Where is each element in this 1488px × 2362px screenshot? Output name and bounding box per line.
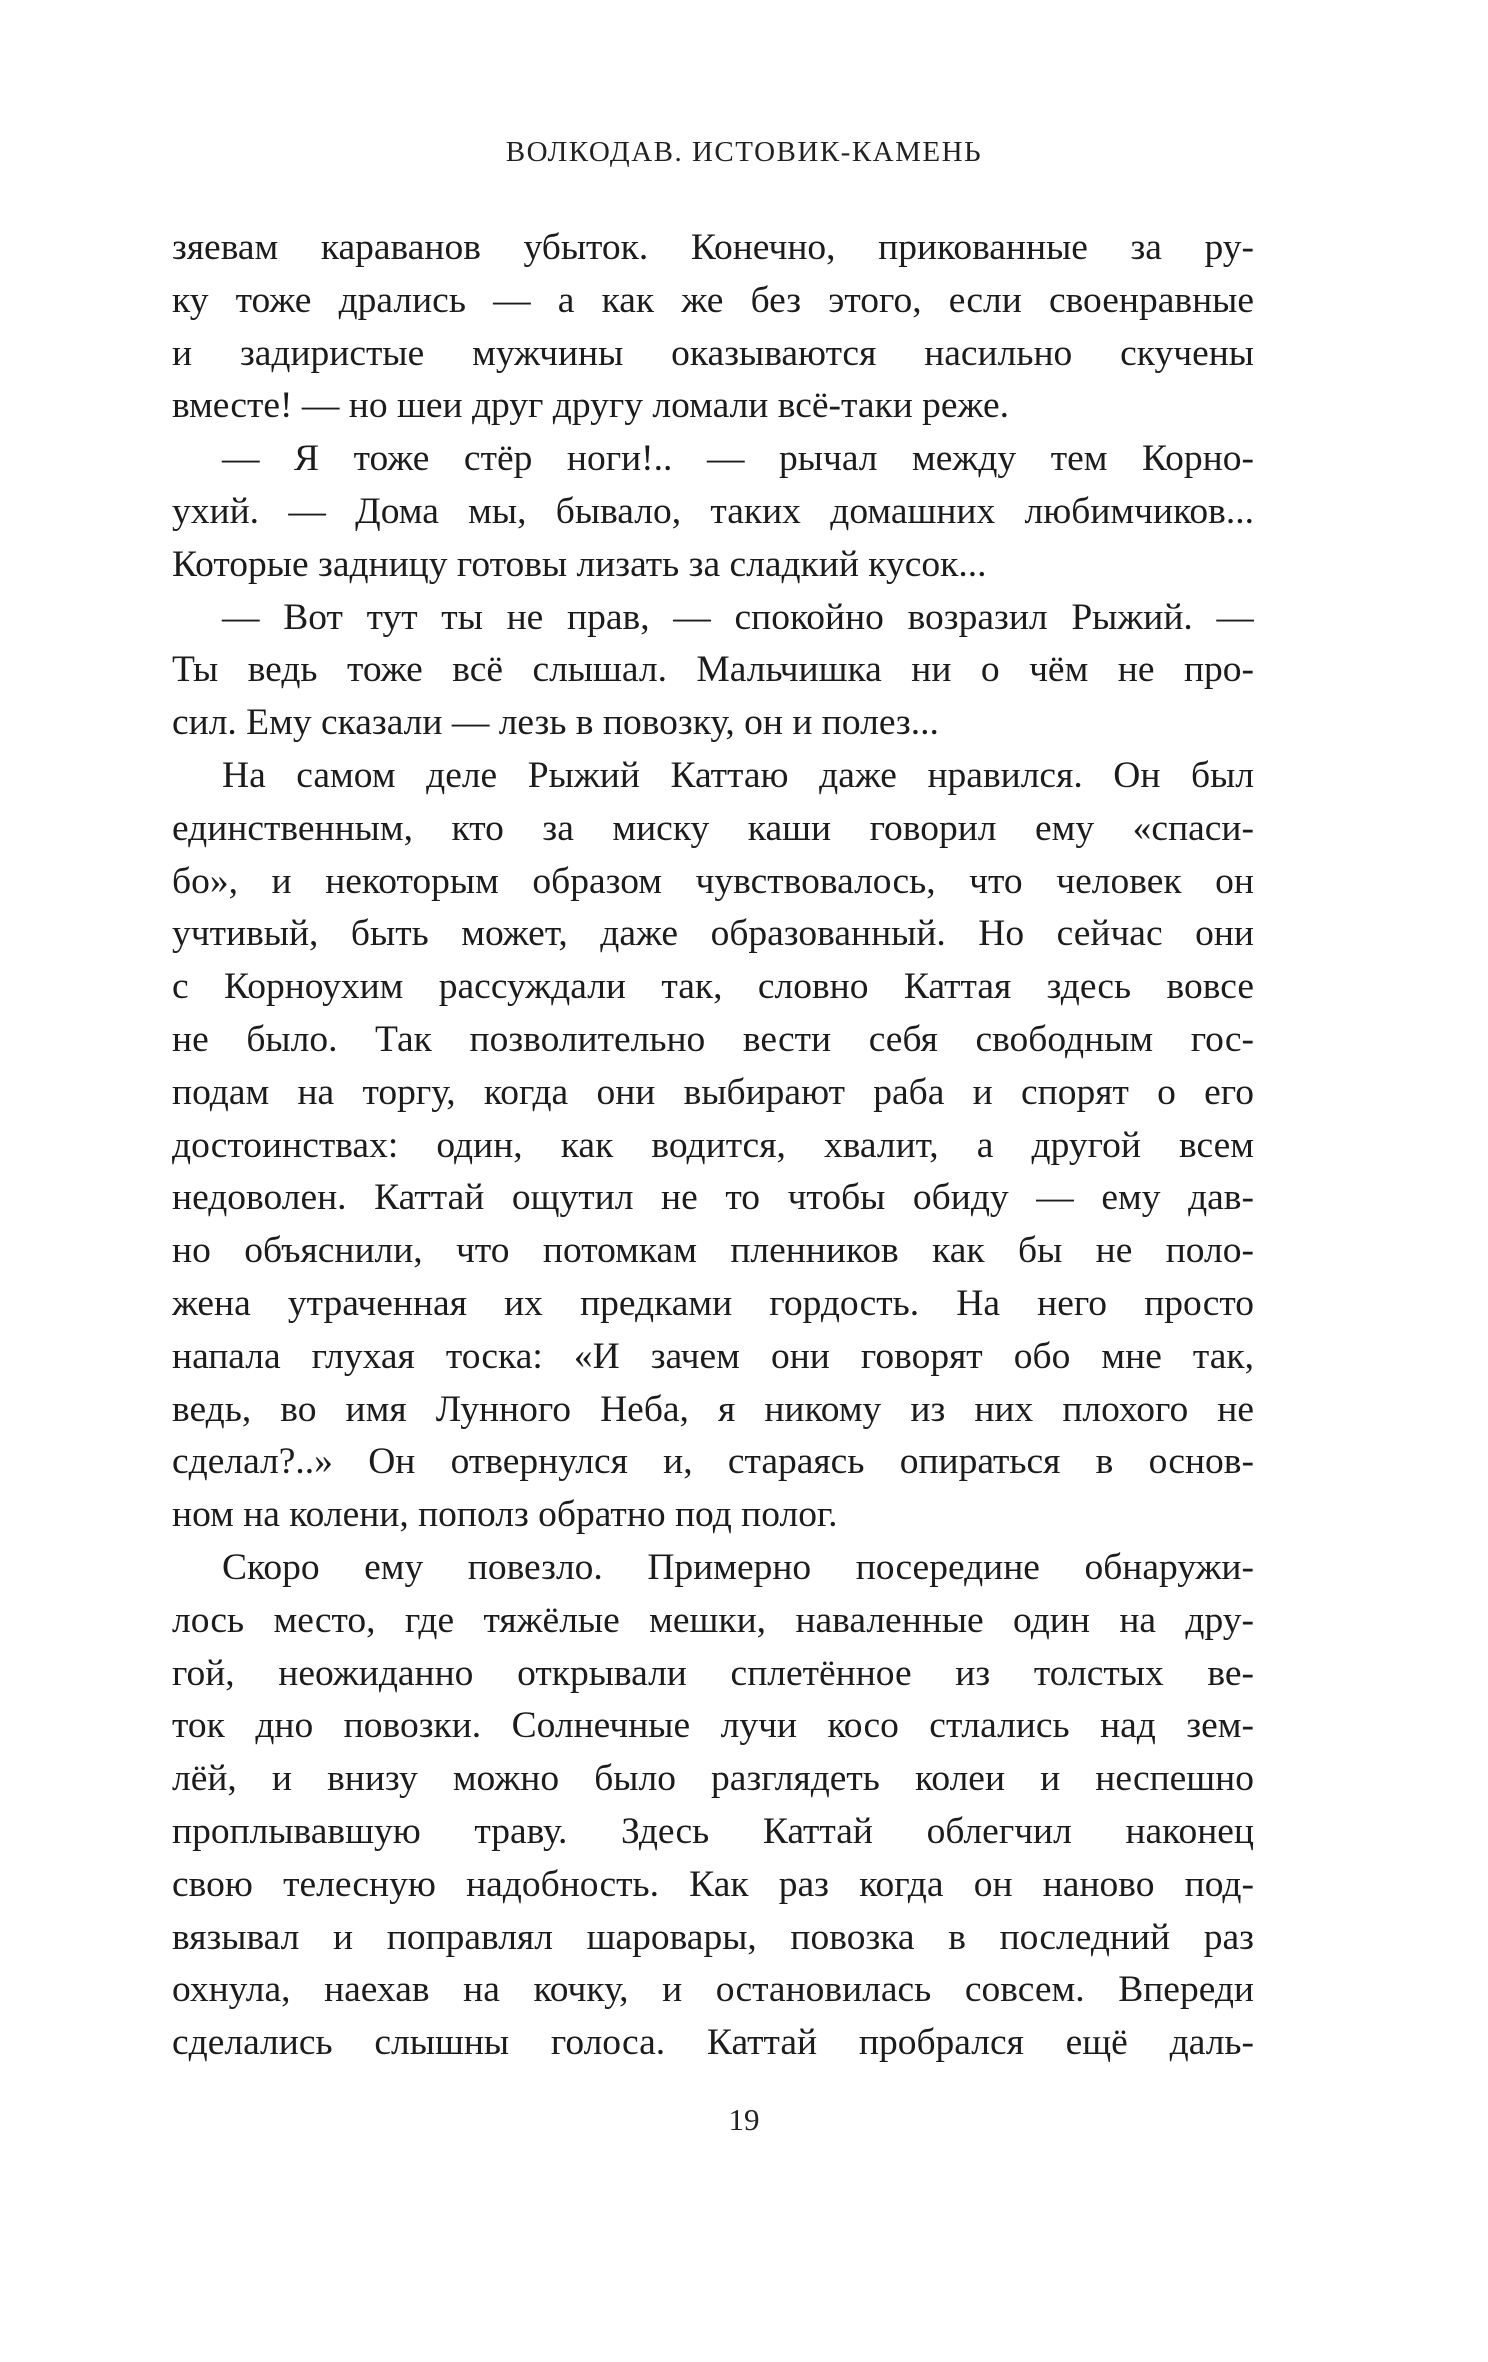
text-line: единственным, кто за миску каши говорил ему «спаси-	[172, 807, 1254, 849]
text-line: Скоро ему повезло. Примерно посередине обнаружи-	[222, 1546, 1254, 1588]
text-line: ухий. — Дома мы, бывало, таких домашних любимчиков...	[172, 490, 1254, 532]
text-line: учтивый, быть может, даже образованный. Но сейчас они	[172, 913, 1254, 955]
text-line: вместе! — но шеи друг другу ломали всё-таки реже.	[172, 385, 1009, 427]
text-line: жена утраченная их предками гордость. На него просто	[172, 1282, 1254, 1324]
text-line: не было. Так позволительно вести себя свободным гос-	[172, 1018, 1254, 1060]
text-line: бо», и некоторым образом чувствовалось, что человек он	[172, 860, 1254, 902]
text-line: сделал?..» Он отвернулся и, стараясь опираться в основ-	[172, 1441, 1254, 1483]
running-title: ВОЛКОДАВ. ИСТОВИК-КАМЕНЬ	[505, 136, 983, 168]
text-line: напала глухая тоска: «И зачем они говорят обо мне так,	[172, 1335, 1254, 1377]
body-text	[172, 222, 1254, 2070]
text-line: но объяснили, что потомкам пленников как бы не поло-	[172, 1230, 1254, 1272]
text-line: — Вот тут ты не прав, — спокойно возразил Рыжий. —	[222, 596, 1254, 638]
text-line: — Я тоже стёр ноги!.. — рычал между тем Корно-	[222, 438, 1254, 480]
text-line: ведь, во имя Лунного Неба, я никому из них плохого не	[172, 1388, 1254, 1430]
text-line: сил. Ему сказали — лезь в повозку, он и полез...	[172, 702, 939, 744]
text-line: ток дно повозки. Солнечные лучи косо стлались над зем-	[172, 1705, 1254, 1747]
text-line: с Корноухим рассуждали так, словно Каттая здесь вовсе	[172, 966, 1254, 1008]
text-line: зяевам караванов убыток. Конечно, прикованные за ру-	[172, 227, 1254, 268]
text-line: лёй, и внизу можно было разглядеть колеи и неспешно	[172, 1758, 1254, 1800]
text-line: и задиристые мужчины оказываются насильно скучены	[172, 332, 1254, 374]
text-line: Которые задницу готовы лизать за сладкий кусок...	[172, 543, 987, 585]
text-line: На самом деле Рыжий Каттаю даже нравился. Он был	[222, 754, 1254, 796]
text-line: ном на колени, пополз обратно под полог.	[172, 1494, 838, 1536]
text-line: сделались слышны голоса. Каттай пробрался ещё даль-	[172, 2022, 1254, 2064]
text-line: подам на торгу, когда они выбирают раба и спорят о его	[172, 1071, 1254, 1113]
text-line: недоволен. Каттай ощутил не то чтобы обиду — ему дав-	[172, 1177, 1254, 1219]
text-line: лось место, где тяжёлые мешки, наваленные один на дру-	[172, 1599, 1254, 1641]
text-line: свою телесную надобность. Как раз когда он наново под-	[172, 1863, 1254, 1905]
text-line: гой, неожиданно открывали сплетённое из толстых ве-	[172, 1652, 1254, 1694]
text-line: охнула, наехав на кочку, и остановилась совсем. Впереди	[172, 1969, 1254, 2011]
text-line: проплывавшую траву. Здесь Каттай облегчил наконец	[172, 1810, 1254, 1852]
page-number: 19	[728, 2102, 760, 2137]
text-line: Ты ведь тоже всё слышал. Мальчишка ни о чём не про-	[172, 649, 1254, 691]
text-line: вязывал и поправлял шаровары, повозка в последний раз	[172, 1916, 1254, 1958]
text-line: ку тоже дрались — а как же без этого, если своенравные	[172, 279, 1254, 321]
text-line: достоинствах: один, как водится, хвалит, а другой всем	[172, 1124, 1254, 1166]
